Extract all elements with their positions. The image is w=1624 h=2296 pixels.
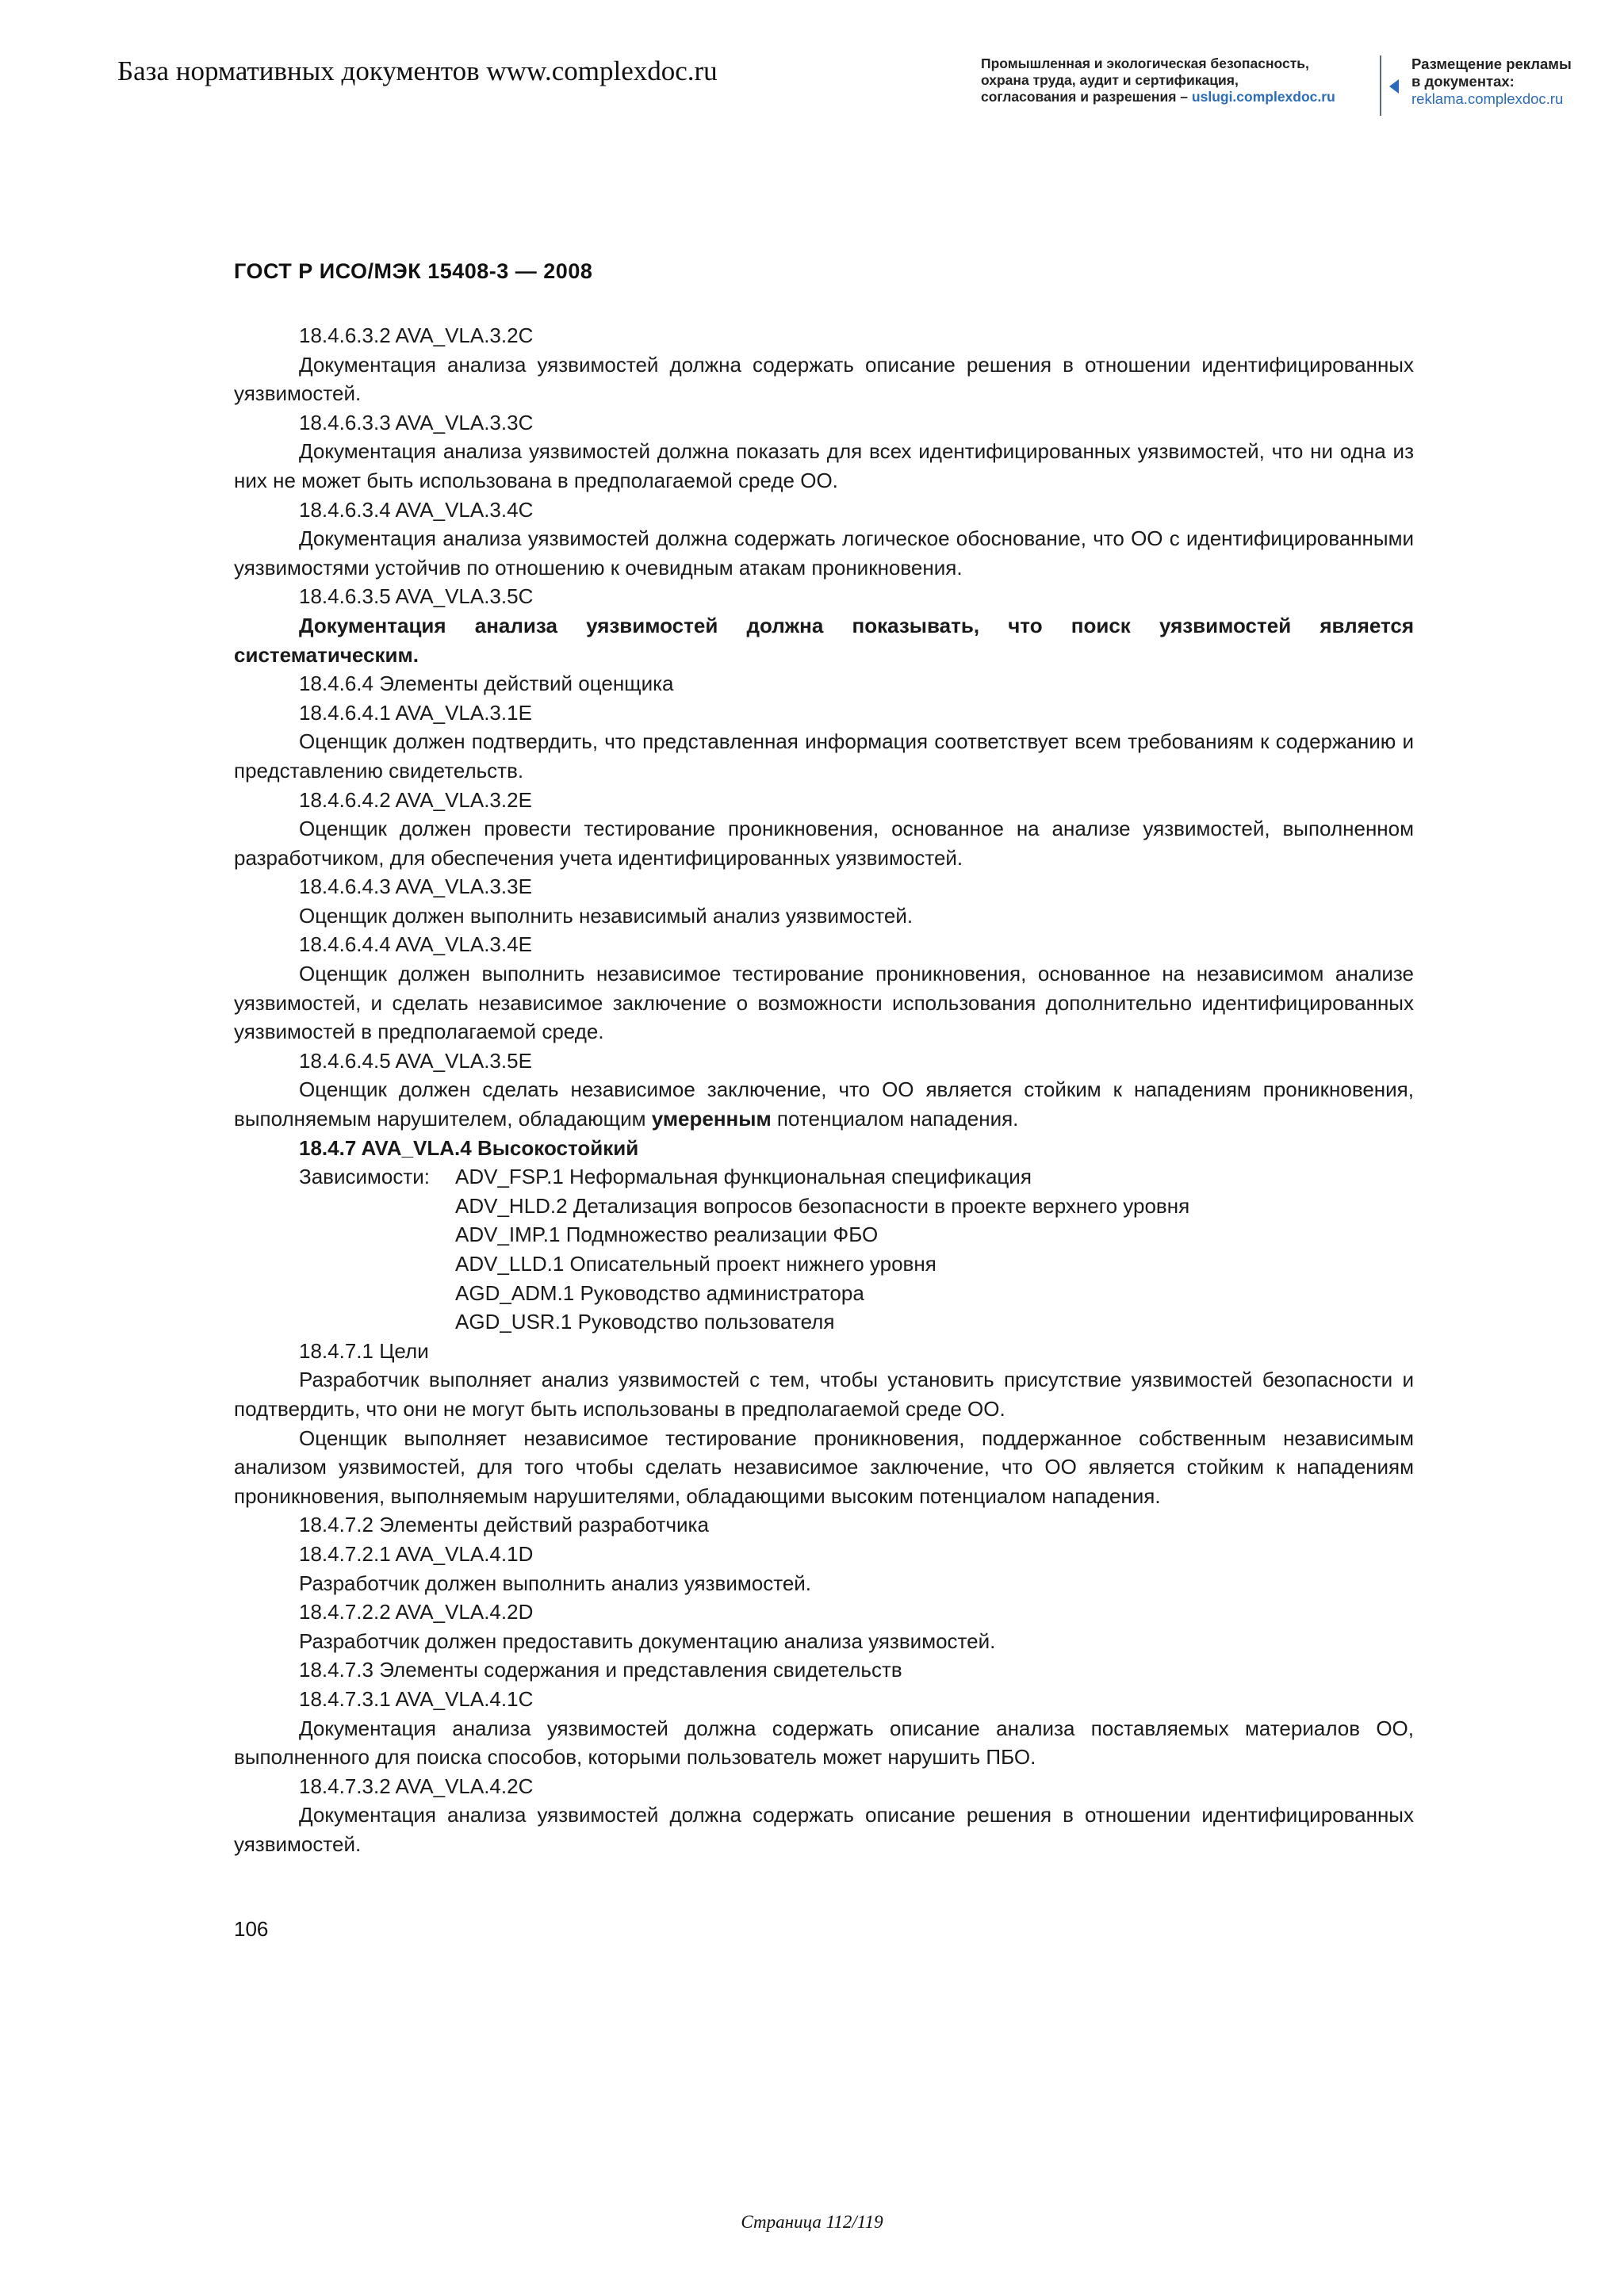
site-header: База нормативных документов www.complexdoc.ru [117,55,718,86]
page-number: 106 [234,1917,269,1941]
dependency-item: ADV_HLD.2 Детализация вопросов безопасности в проекте верхнего уровня [455,1193,1190,1218]
dependency-item: ADV_LLD.1 Описательный проект нижнего уровня [455,1252,936,1276]
paragraph: Оценщик должен выполнить независимое тестирование проникновения, основанное на независимом анализе уязвимостей, и сделать независимое заключение о возможности использования дополнительно идентифицированных уязвимостей в предполагаемой среде. [234,962,1414,1044]
section-heading: 18.4.6.3.2 AVA_VLA.3.2C [299,323,534,347]
paragraph-text: потенциалом нападения. [771,1107,1019,1131]
document-title: ГОСТ Р ИСО/МЭК 15408-3 — 2008 [234,259,593,283]
section-heading: 18.4.7.2.2 AVA_VLA.4.2D [299,1600,534,1624]
section-heading: 18.4.6.3.5 AVA_VLA.3.5C [299,584,534,609]
subsection-title: 18.4.7 AVA_VLA.4 Высокостойкий [299,1135,639,1160]
paragraph: Оценщик должен провести тестирование проникновения, основанное на анализе уязвимостей, выполненном разработчиком, для обеспечения учета идентифицированных уязвимостей. [234,817,1414,870]
dependency-item: ADV_FSP.1 Неформальная функциональная спецификация [455,1165,1032,1189]
advertising-link[interactable]: reklama.complexdoc.ru [1411,90,1564,107]
ad-right-line-2: в документах: [1411,73,1515,90]
section-heading: 18.4.6.4.1 AVA_VLA.3.1E [299,700,532,725]
services-ad [981,55,1335,105]
paragraph: Документация анализа уязвимостей должна содержать описание решения в отношении идентифицированных уязвимостей. [234,352,1414,406]
section-heading: 18.4.6.4.2 AVA_VLA.3.2E [299,787,532,812]
services-link[interactable]: uslugi.complexdoc.ru [1191,89,1335,105]
section-heading: 18.4.7.2.1 AVA_VLA.4.1D [299,1541,534,1566]
paragraph-bold: Документация анализа уязвимостей должна показывать, что поиск уязвимостей является систематическим. [234,613,1414,667]
section-heading: 18.4.6.4 Элементы действий оценщика [299,672,674,696]
ad-divider [1380,55,1381,116]
paragraph: Документация анализа уязвимостей должна показать для всех идентифицированных уязвимостей, что ни одна из них не может быть использована в предполагаемой среде ОО. [234,439,1414,492]
ad-line-3-prefix: согласования и разрешения – [981,89,1192,105]
paragraph: Документация анализа уязвимостей должна содержать описание решения в отношении идентифицированных уязвимостей. [234,1803,1414,1856]
advertising-ad [1411,55,1572,108]
dependency-item: ADV_IMP.1 Подмножество реализации ФБО [455,1223,879,1247]
dependency-item: AGD_ADM.1 Руководство администратора [455,1280,864,1305]
section-heading: 18.4.6.4.3 AVA_VLA.3.3E [299,874,532,899]
paragraph: Документация анализа уязвимостей должна содержать описание анализа поставляемых материалов ОО, выполненного для поиска способов, которыми пользователь может нарушить ПБО. [234,1716,1414,1770]
section-heading: 18.4.6.4.4 AVA_VLA.3.4E [299,932,532,957]
ad-line-3 [981,89,1335,105]
paragraph: Оценщик должен подтвердить, что представленная информация соответствует всем требованиям к содержанию и представлению свидетельств. [234,729,1414,783]
paragraph: Оценщик выполняет независимое тестирование проникновения, поддержанное собственным независимым анализом уязвимостей, для того чтобы сделать независимое заключение, что ОО является стойким к нападениям проникновения, выполняемым нарушителями, обладающими высоким потенциалом нападения. [234,1425,1414,1508]
section-heading: 18.4.7.1 Цели [299,1338,429,1363]
ad-line-2: охрана труда, аудит и сертификация, [981,72,1239,88]
dependencies-label: Зависимости: [299,1165,431,1189]
section-heading: Разработчик должен предоставить документацию анализа уязвимостей. [299,1628,996,1653]
section-heading: 18.4.7.3.2 AVA_VLA.4.2C [299,1774,534,1798]
section-heading: 18.4.6.3.4 AVA_VLA.3.4C [299,497,534,522]
ad-right-line-1: Размещение рекламы [1411,55,1572,72]
section-heading: 18.4.7.2 Элементы действий разработчика [299,1513,709,1537]
paragraph: Документация анализа уязвимостей должна содержать логическое обоснование, что ОО с идентифицированными уязвимостями устойчив по отношению к очевидным атакам проникновения. [234,526,1414,580]
page-footer: Страница 112/119 [741,2212,883,2232]
paragraph [234,1075,1414,1133]
section-heading: 18.4.7.3.1 AVA_VLA.4.1C [299,1686,534,1711]
emphasis: умеренным [651,1107,772,1131]
section-heading: 18.4.6.4.5 AVA_VLA.3.5E [299,1048,532,1073]
dependency-item: AGD_USR.1 Руководство пользователя [455,1310,835,1334]
dependencies-row [234,1162,1414,1192]
section-heading: 18.4.7.3 Элементы содержания и представления свидетельств [299,1658,902,1682]
arrow-left-icon [1389,79,1399,94]
section-heading: 18.4.6.3.3 AVA_VLA.3.3C [299,410,534,434]
paragraph-text: Оценщик должен сделать независимое заключение, что ОО является стойким к нападениям проникновения, выполняемым нарушителем, обладающим [234,1077,1414,1131]
document-body [234,321,1414,1858]
paragraph: Разработчик выполняет анализ уязвимостей с тем, чтобы установить присутствие уязвимостей безопасности и подтвердить, что они не могут быть использованы в предполагаемой среде ОО. [234,1368,1414,1421]
paragraph: Оценщик должен выполнить независимый анализ уязвимостей. [299,903,914,928]
ad-line-1: Промышленная и экологическая безопасность, [981,55,1309,71]
section-heading: Разработчик должен выполнить анализ уязвимостей. [299,1571,812,1595]
